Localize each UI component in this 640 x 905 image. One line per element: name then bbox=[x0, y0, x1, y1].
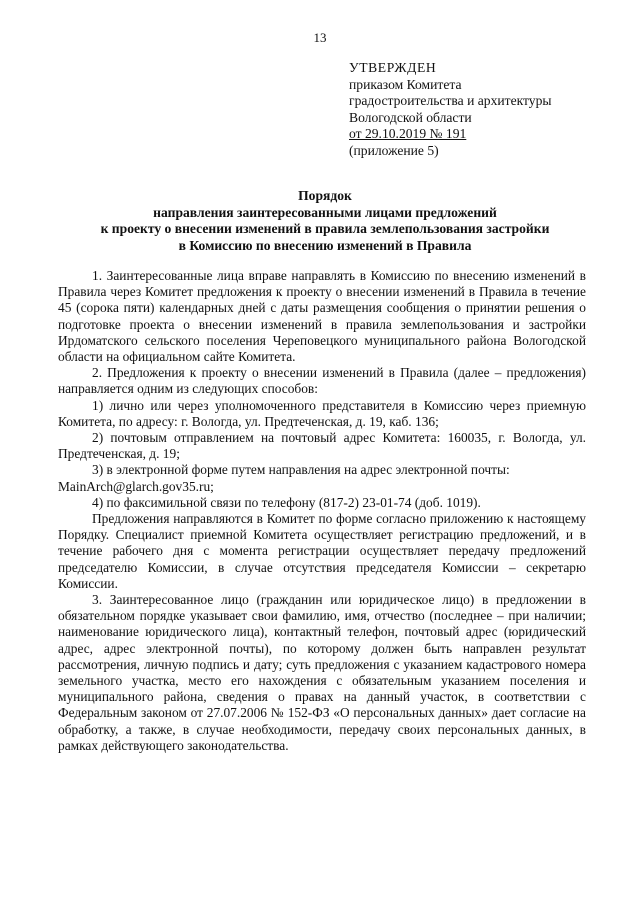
paragraph-1: 1. Заинтересованные лица вправе направлять в Комиссию по внесению изменений в Правила через Комитет предложения к проекту о внесении изменений в Правила в течение 45 (сорока пяти) календарных дней с даты размещения сообщения о принятии решения о подготовке проекта о внесении изменений в правила землепользования и застройки Ирдоматского сельского поселения Череповецкого муниципального района Вологодской области на официальном сайте Комитета. bbox=[58, 268, 586, 365]
approval-order-date: от 29.10.2019 № 191 bbox=[349, 126, 467, 142]
list-item-3: 3) в электронной форме путем направления на адрес электронной почты: bbox=[92, 462, 510, 478]
document-title bbox=[60, 188, 590, 254]
approval-line: градостроительства и архитектуры bbox=[349, 93, 552, 109]
paragraph-2: 2. Предложения к проекту о внесении изменений в Правила (далее – предложения) направляется одним из следующих способов: bbox=[58, 365, 586, 397]
paragraph-3: 3. Заинтересованное лицо (гражданин или юридическое лицо) в предложении в обязательном порядке указывает свои фамилию, имя, отчество (последнее – при наличии; наименование юридического лица), контактный телефон, почтовый адрес (юридический адрес, адрес электронной почты), по которому должен быть направлен результат рассмотрения, личную подпись и дату; суть предложения с указанием кадастрового номера земельного участка, место его нахождения с обязательным указанием поселения и муниципального района, сведения о правах на данный участок, в соответствии с Федеральным законом от 27.07.2006 № 152-ФЗ «О персональных данных» дает согласие на обработку, а также, в случае необходимости, передачу своих персональных данных, в рамках действующего законодательства. bbox=[58, 592, 586, 753]
approval-block bbox=[349, 60, 609, 160]
list-item-1: 1) лично или через уполномоченного представителя в Комиссию через приемную Комитета, по адресу: г. Вологда, ул. Предтеченская, д. 19, каб. 136; bbox=[58, 397, 586, 429]
paragraph-registration: Предложения направляются в Комитет по форме согласно приложению к настоящему Порядку. Специалист приемной Комитета осуществляет регистрацию предложений, и в течение рабочего дня с момента регистрации осуществляет передачу предложений председателю Комиссии, в случае отсутствия председателя Комиссии – секретарю Комиссии. bbox=[58, 511, 586, 591]
title-line: Порядок bbox=[298, 188, 352, 203]
approval-line: Вологодской области bbox=[349, 109, 472, 125]
list-item-4: 4) по факсимильной связи по телефону (817-2) 23-01-74 (доб. 1019). bbox=[92, 494, 481, 510]
title-line: к проекту о внесении изменений в правила землепользования застройки bbox=[100, 221, 550, 237]
approval-heading: УТВЕРЖДЕН bbox=[349, 60, 437, 75]
title-line: направления заинтересованными лицами предложений bbox=[153, 204, 497, 220]
document-body bbox=[58, 268, 586, 754]
title-line: в Комиссию по внесению изменений в Правила bbox=[178, 237, 472, 253]
email-address: MainArch@glarch.gov35.ru; bbox=[58, 478, 214, 494]
list-item-2: 2) почтовым отправлением на почтовый адрес Комитета: 160035, г. Вологда, ул. Предтеченская, д. 19; bbox=[58, 430, 586, 462]
page-number: 13 bbox=[313, 30, 327, 45]
approval-appendix: (приложение 5) bbox=[349, 142, 439, 158]
approval-line: приказом Комитета bbox=[349, 76, 462, 92]
